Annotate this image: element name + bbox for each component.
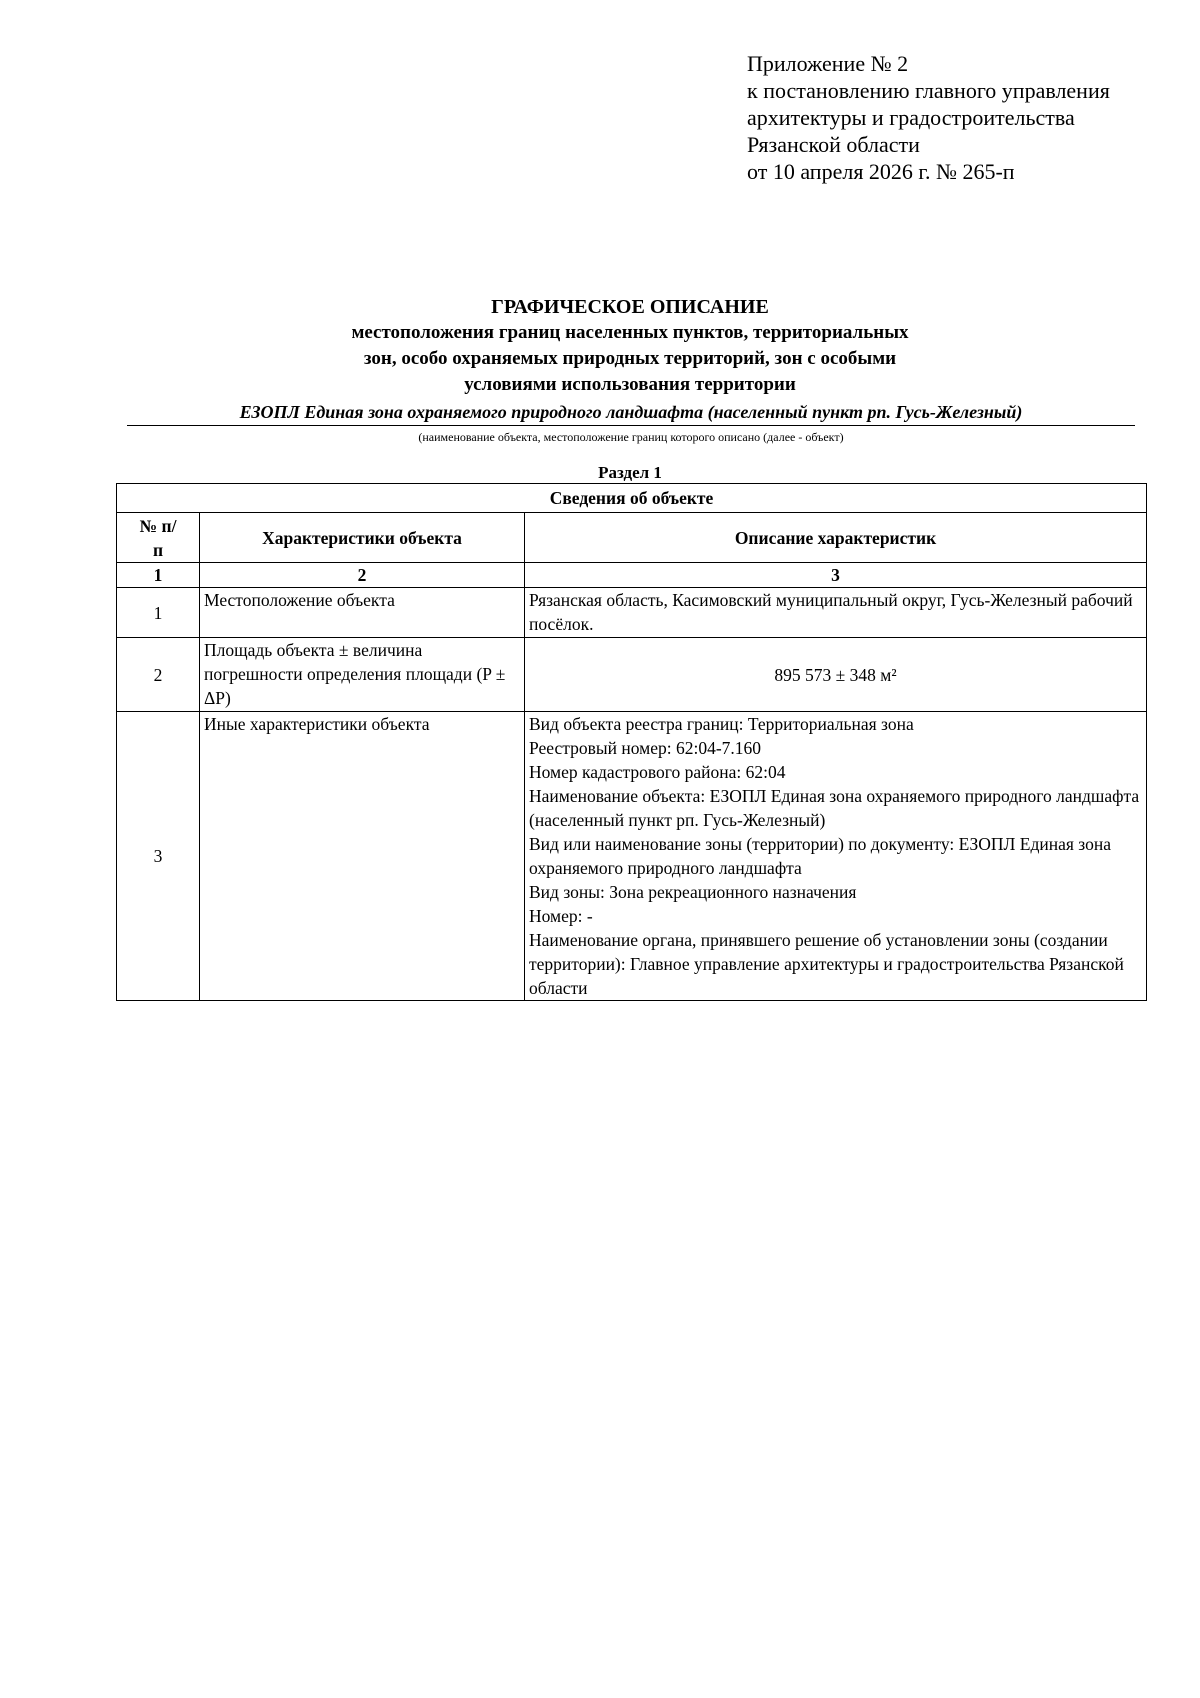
description-line: Наименование объекта: ЕЗОПЛ Единая зона охраняемого природного ландшафта (населенный пункт рп. Гусь-Железный) [529,786,1140,830]
row-description [525,588,1147,638]
appendix-line: Приложение № 2 [747,51,909,76]
column-header-number [117,513,200,563]
object-info-table [116,483,1147,1001]
document-title [120,294,1140,398]
object-name-hint: (наименование объекта, местоположение границ которого описано (далее - объект) [418,430,844,444]
column-number: 3 [525,563,1147,588]
area-value: 895 573 ± 348 м² [774,664,897,685]
description-line: Реестровый номер: 62:04-7.160 [529,738,762,758]
section-title: Раздел 1 [598,463,662,482]
column-number-row [117,563,1147,588]
row-description [525,712,1147,1001]
description-line: Номер: - [529,906,593,926]
appendix-line: архитектуры и градостроительства [747,105,1075,130]
column-number: 1 [117,563,200,588]
description-line: Вид или наименование зоны (территории) по документу: ЕЗОПЛ Единая зона охраняемого природного ландшафта [529,834,1111,878]
row-number: 2 [117,638,200,712]
description-line: Вид зоны: Зона рекреационного назначения [529,882,857,902]
row-characteristic: Иные характеристики объекта [200,712,525,1001]
table-caption-row [117,484,1147,513]
appendix-line: от 10 апреля 2026 г. № 265-п [747,159,1015,184]
row-description [525,638,1147,712]
row-characteristic: Местоположение объекта [200,588,525,638]
description-line: Наименование органа, принявшего решение об установлении зоны (создании территории): Главное управление архитектуры и градостроительства Рязанской области [529,930,1124,998]
table-caption: Сведения об объекте [117,484,1147,513]
title-line: местоположения границ населенных пунктов, территориальных [351,322,909,343]
appendix-header [747,50,1110,185]
row-number: 1 [117,588,200,638]
row-number: 3 [117,712,200,1001]
table-row [117,638,1147,712]
table-row [117,712,1147,1001]
description-line: Вид объекта реестра границ: Территориальная зона [529,714,914,734]
table-header-row [117,513,1147,563]
title-line: условиями использования территории [464,374,796,395]
appendix-line: к постановлению главного управления [747,78,1110,103]
description-line: Рязанская область, Касимовский муниципальный округ, Гусь-Железный рабочий посёлок. [529,590,1133,634]
document-main-title: ГРАФИЧЕСКОЕ ОПИСАНИЕ [491,296,769,318]
column-header-description: Описание характеристик [525,513,1147,563]
row-characteristic: Площадь объекта ± величина погрешности определения площади (P ± ΔP) [200,638,525,712]
appendix-line: Рязанской области [747,132,920,157]
table-row [117,588,1147,638]
column-header-number-text: № п/п [139,515,177,560]
column-header-characteristic: Характеристики объекта [200,513,525,563]
column-number: 2 [200,563,525,588]
title-line: зон, особо охраняемых природных территорий, зон с особыми [363,348,897,369]
description-line: Номер кадастрового района: 62:04 [529,762,786,782]
object-name: ЕЗОПЛ Единая зона охраняемого природного ландшафта (населенный пункт рп. Гусь-Железный) [127,400,1135,426]
